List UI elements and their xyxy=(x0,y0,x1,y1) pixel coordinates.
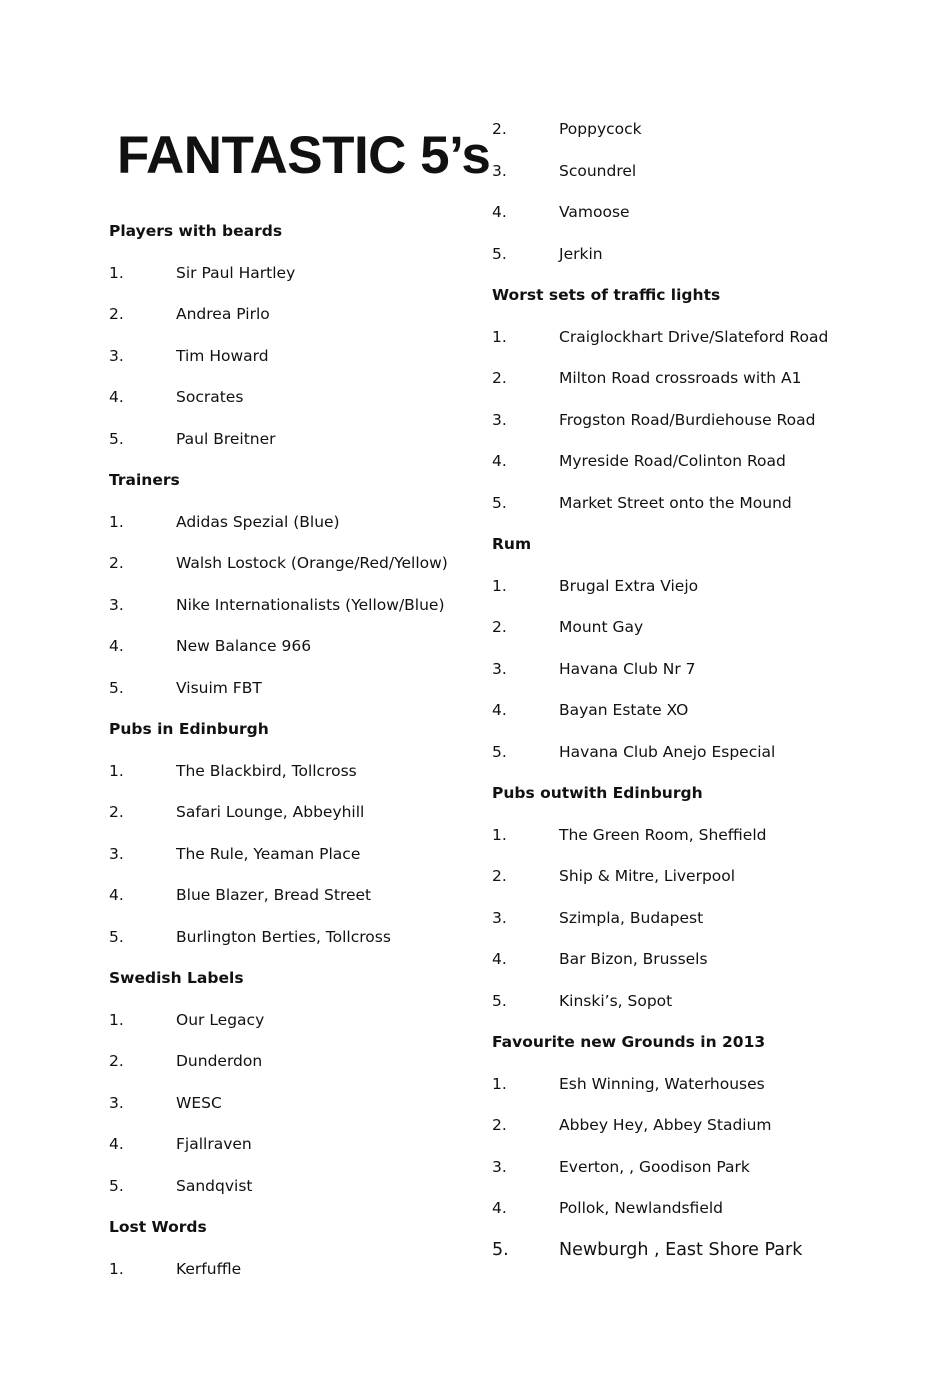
list-item-text: Craiglockhart Drive/Slateford Road xyxy=(559,327,829,346)
list-item-text: WESC xyxy=(176,1093,222,1112)
list-item-text: Havana Club Anejo Especial xyxy=(559,742,776,761)
list-item-number: 2. xyxy=(109,554,124,572)
list-item-text: Walsh Lostock (Orange/Red/Yellow) xyxy=(176,554,448,572)
section-heading-favourite-new-grounds-in-2013: Favourite new Grounds in 2013 xyxy=(492,1033,766,1051)
list-item-text: The Blackbird, Tollcross xyxy=(176,761,357,780)
list-item-number: 1. xyxy=(492,1074,507,1093)
list-item-text: Esh Winning, Waterhouses xyxy=(559,1074,765,1093)
list-item-number: 1. xyxy=(109,1010,124,1029)
list-item-text: Dunderdon xyxy=(176,1052,263,1070)
list-item-text: Myreside Road/Colinton Road xyxy=(559,452,786,470)
list-item-number: 3. xyxy=(492,908,507,927)
list-item-number: 5. xyxy=(109,927,124,946)
list-item-number: 4. xyxy=(492,701,507,719)
list-item-text: Everton, , Goodison Park xyxy=(559,1157,750,1176)
list-item-number: 4. xyxy=(492,1199,507,1217)
list-item-number: 5. xyxy=(109,429,124,448)
list-item-text: Burlington Berties, Tollcross xyxy=(176,927,391,946)
list-item-text: Adidas Spezial (Blue) xyxy=(176,512,340,531)
list-item-text: Ship & Mitre, Liverpool xyxy=(559,867,736,885)
list-item-number: 3. xyxy=(492,659,507,678)
list-item-number: 2. xyxy=(109,305,124,323)
list-item-number: 3. xyxy=(109,595,124,614)
section-heading-players-with-beards: Players with beards xyxy=(109,222,283,240)
page-title: FANTASTIC 5’s xyxy=(117,126,491,185)
list-item-text: Poppycock xyxy=(559,120,642,138)
list-item-text: Havana Club Nr 7 xyxy=(559,659,696,678)
list-item-text: Brugal Extra Viejo xyxy=(559,576,699,595)
list-item-number: 2. xyxy=(492,1116,507,1134)
list-item-text: Bar Bizon, Brussels xyxy=(559,950,708,968)
list-item-text: Szimpla, Budapest xyxy=(559,908,704,927)
list-item-number: 5. xyxy=(109,1176,124,1195)
list-item-text: Kinski’s, Sopot xyxy=(559,991,673,1010)
list-item-number: 5. xyxy=(492,1239,509,1260)
list-item-number: 4. xyxy=(492,452,507,470)
list-item-text: Andrea Pirlo xyxy=(176,305,270,323)
list-item-number: 5. xyxy=(109,678,124,697)
list-item-number: 2. xyxy=(492,618,507,636)
section-heading-pubs-outwith-edinburgh: Pubs outwith Edinburgh xyxy=(492,784,703,802)
list-item-number: 2. xyxy=(492,369,507,387)
list-item-number: 5. xyxy=(492,991,507,1010)
list-item-text: Socrates xyxy=(176,388,244,406)
section-heading-worst-sets-of-traffic-lights: Worst sets of traffic lights xyxy=(492,286,721,304)
section-heading-lost-words: Lost Words xyxy=(109,1218,207,1236)
list-item-text: Visuim FBT xyxy=(176,678,262,697)
list-item-number: 4. xyxy=(109,637,124,655)
list-item-text: Safari Lounge, Abbeyhill xyxy=(176,803,365,821)
list-item-text: Pollok, Newlandsfield xyxy=(559,1199,723,1217)
section-heading-trainers: Trainers xyxy=(109,471,180,489)
list-item-number: 3. xyxy=(109,346,124,365)
list-item-text: The Rule, Yeaman Place xyxy=(176,844,361,863)
list-item-number: 1. xyxy=(109,1259,124,1278)
list-item-text: Frogston Road/Burdiehouse Road xyxy=(559,410,816,429)
list-item-text: Bayan Estate XO xyxy=(559,701,689,719)
section-heading-rum: Rum xyxy=(492,535,532,553)
list-item-number: 2. xyxy=(109,803,124,821)
section-heading-swedish-labels: Swedish Labels xyxy=(109,969,244,987)
list-item-number: 3. xyxy=(492,1157,507,1176)
list-item-text: Vamoose xyxy=(559,203,630,221)
list-item-number: 3. xyxy=(109,1093,124,1112)
list-item-text: Kerfuffle xyxy=(176,1259,242,1278)
list-item-number: 4. xyxy=(492,950,507,968)
list-item-number: 5. xyxy=(492,493,507,512)
list-item-number: 4. xyxy=(109,886,124,904)
list-item-text: The Green Room, Sheffield xyxy=(559,825,767,844)
list-item-number: 4. xyxy=(109,1135,124,1153)
list-item-number: 2. xyxy=(492,867,507,885)
list-item-text: Sandqvist xyxy=(176,1176,253,1195)
list-item-number: 3. xyxy=(492,161,507,180)
list-item-text: Mount Gay xyxy=(559,618,644,636)
list-item-number: 5. xyxy=(492,244,507,263)
list-item-text: Tim Howard xyxy=(176,346,269,365)
list-item-text: Market Street onto the Mound xyxy=(559,493,792,512)
list-item-number: 3. xyxy=(492,410,507,429)
list-item-number: 1. xyxy=(109,761,124,780)
list-item-text: Jerkin xyxy=(559,244,603,263)
list-item-number: 1. xyxy=(109,512,124,531)
list-item-number: 2. xyxy=(109,1052,124,1070)
list-item-number: 5. xyxy=(492,742,507,761)
list-item-text: Paul Breitner xyxy=(176,429,276,448)
list-item-number: 1. xyxy=(492,327,507,346)
list-item-text: Abbey Hey, Abbey Stadium xyxy=(559,1116,772,1134)
list-item-text: Scoundrel xyxy=(559,161,637,180)
list-item-text: Blue Blazer, Bread Street xyxy=(176,886,372,904)
list-item-number: 1. xyxy=(109,263,124,282)
list-item-text: Fjallraven xyxy=(176,1135,252,1153)
list-item-number: 1. xyxy=(492,576,507,595)
list-item-text: Sir Paul Hartley xyxy=(176,263,296,282)
list-item-number: 4. xyxy=(109,388,124,406)
list-item-text: New Balance 966 xyxy=(176,637,312,655)
list-item-number: 2. xyxy=(492,120,507,138)
list-item-number: 1. xyxy=(492,825,507,844)
list-item-text: Newburgh , East Shore Park xyxy=(559,1239,803,1260)
list-item-text: Our Legacy xyxy=(176,1010,265,1029)
list-item-text: Milton Road crossroads with A1 xyxy=(559,369,802,387)
list-item-number: 3. xyxy=(109,844,124,863)
list-item-number: 4. xyxy=(492,203,507,221)
section-heading-pubs-in-edinburgh: Pubs in Edinburgh xyxy=(109,720,269,738)
list-item-text: Nike Internationalists (Yellow/Blue) xyxy=(176,595,445,614)
